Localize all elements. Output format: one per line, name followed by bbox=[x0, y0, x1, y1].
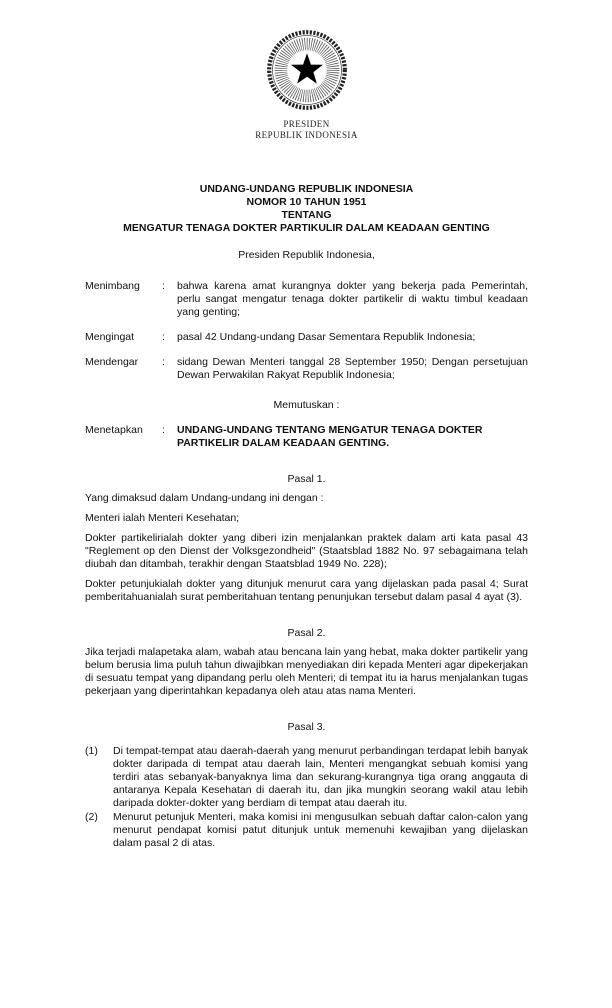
pasal-3-heading: Pasal 3. bbox=[287, 721, 326, 733]
item-text: Di tempat-tempat atau daerah-daerah yang menurut perbandingan terdapat lebih banyak dokter daripada di tempat atau daerah lain, Menteri mengangkat sebuah komisi yang terdiri atas sebanyak-banyaknya lima dan sekurang-kurangnya tiga orang anggauta di antaranya Kepala Kesehatan di daerah itu, dan jika mungkin seorang wakil atau lebih daripada dokter-dokter yang berdiam di tempat atau daerah itu. bbox=[113, 745, 528, 809]
title-line-1: UNDANG-UNDANG REPUBLIK INDONESIA bbox=[199, 183, 414, 195]
paragraph: Dokter partikelirialah dokter yang diberi izin menjalankan praktek dalam arti kata pasal 43 "Reglement op den Dienst der Volksgezondheid" (Staatsblad 1882 No. 97 sebagaimana telah diubah dan ditambah, terakhir dengan Staatsblad 1949 No. 228); bbox=[85, 532, 528, 570]
consideration-label: Mengingat bbox=[85, 331, 135, 343]
colon-separator: : bbox=[162, 331, 165, 343]
letterhead bbox=[85, 119, 528, 141]
consideration-text: sidang Dewan Menteri tanggal 28 September 1950; Dengan persetujuan Dewan Perwakilan Rakyat Republik Indonesia; bbox=[177, 356, 528, 381]
consideration-text: pasal 42 Undang-undang Dasar Sementara Republik Indonesia; bbox=[177, 331, 476, 343]
colon-separator: : bbox=[162, 280, 165, 292]
item-text: Menurut petunjuk Menteri, maka komisi ini mengusulkan sebuah daftar calon-calon yang menurut pendapat komisi patut ditunjuk untuk memenuhi kewajiban yang dijelaskan dalam pasal 2 di atas. bbox=[113, 811, 528, 849]
paragraph: Yang dimaksud dalam Undang-undang ini dengan : bbox=[85, 492, 324, 504]
consideration-mendengar bbox=[85, 356, 528, 382]
title-line-2: NOMOR 10 TAHUN 1951 bbox=[246, 196, 367, 208]
item-number: (2) bbox=[85, 811, 98, 823]
enactment-text: UNDANG-UNDANG TENTANG MENGATUR TENAGA DOKTER PARTIKELIR DALAM KEADAAN GENTING. bbox=[177, 424, 483, 449]
numbered-item bbox=[85, 811, 528, 850]
colon-separator: : bbox=[162, 356, 165, 368]
letterhead-presiden: PRESIDEN bbox=[283, 119, 330, 129]
consideration-mengingat bbox=[85, 331, 528, 344]
colon-separator: : bbox=[162, 424, 165, 436]
pasal-3-body bbox=[85, 745, 528, 850]
numbered-item bbox=[85, 745, 528, 810]
consideration-menimbang bbox=[85, 280, 528, 319]
enactment-label: Menetapkan bbox=[85, 424, 143, 436]
item-number: (1) bbox=[85, 745, 98, 757]
consideration-text: bahwa karena amat kurangnya dokter yang bekerja pada Pemerintah, perlu sangat mengatur tenaga dokter partikelir di waktu timbul keadaan yang genting; bbox=[177, 280, 528, 318]
pasal-2-body bbox=[85, 646, 528, 698]
garuda-star-emblem bbox=[265, 28, 349, 112]
letterhead-republik: REPUBLIK INDONESIA bbox=[255, 130, 358, 140]
title-line-4: MENGATUR TENAGA DOKTER PARTIKULIR DALAM KEADAAN GENTING bbox=[123, 222, 490, 234]
document-title bbox=[85, 183, 528, 235]
pasal-1-heading: Pasal 1. bbox=[287, 473, 326, 485]
paragraph: Jika terjadi malapetaka alam, wabah atau bencana lain yang hebat, maka dokter partikelir yang belum berusia lima puluh tahun diwajibkan menyediakan diri kepada Menteri agar dipekerjakan di sesuatu tempat yang dipandang perlu oleh Menteri; di tempat itu ia harus menjalankan tugas pekerjaan yang diperintahkan kepadanya oleh atau atas nama Menteri. bbox=[85, 646, 528, 697]
title-line-3: TENTANG bbox=[281, 209, 332, 221]
decision-heading: Memutuskan : bbox=[273, 399, 340, 411]
opening-line: Presiden Republik Indonesia, bbox=[238, 249, 375, 261]
pasal-2-heading: Pasal 2. bbox=[287, 627, 326, 639]
consideration-label: Menimbang bbox=[85, 280, 140, 292]
pasal-1-body bbox=[85, 492, 528, 604]
paragraph: Menteri ialah Menteri Kesehatan; bbox=[85, 512, 240, 524]
enactment-row bbox=[85, 424, 528, 450]
consideration-label: Mendengar bbox=[85, 356, 139, 368]
paragraph: Dokter petunjukialah dokter yang ditunjuk menurut cara yang dijelaskan pada pasal 4; Surat pemberitahuanialah surat pemberitahuan tentang penunjukan tersebut dalam pasal 4 ayat (3). bbox=[85, 578, 528, 603]
